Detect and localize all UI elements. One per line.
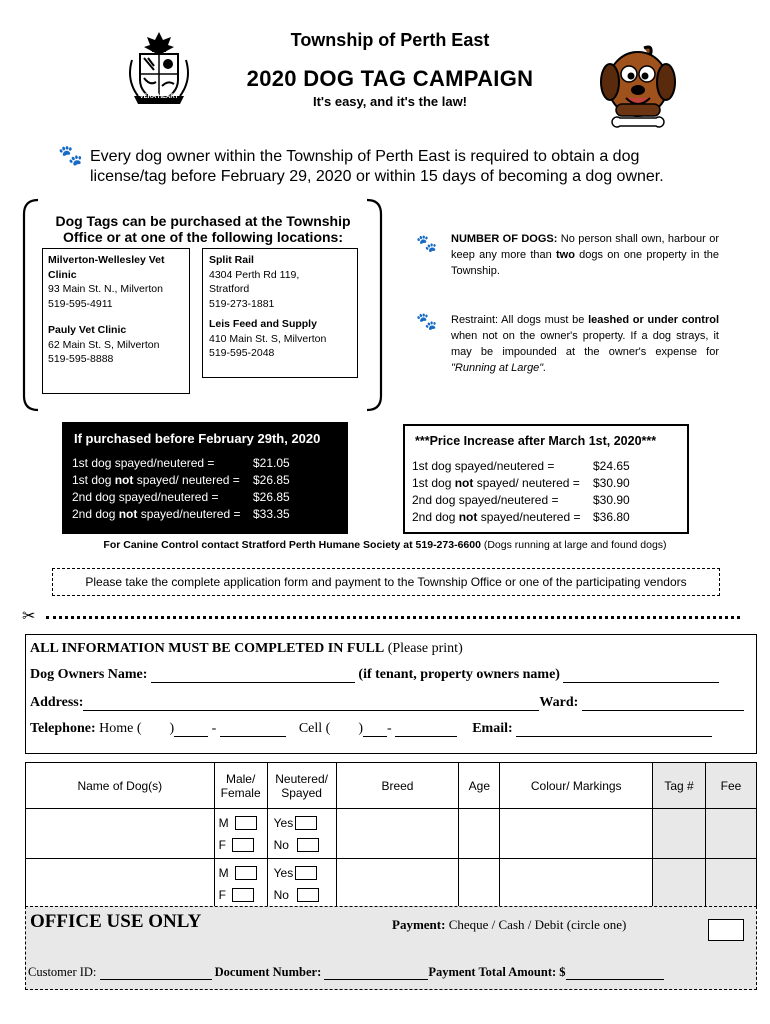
rule-restraint: Restraint: All dogs must be leashed or under control when not on the owner's property. If a dog strays, it may be impounded at the owner's expense for "Running at Large". xyxy=(451,314,719,374)
dog-table xyxy=(25,762,757,909)
application-form xyxy=(25,634,757,754)
fee-cell xyxy=(706,859,757,909)
col-header-tag: Tag # xyxy=(653,763,706,809)
cut-line xyxy=(46,616,740,619)
price-row: 2nd dog not spayed/neutered = $33.35 xyxy=(72,507,290,521)
spayed-option-no[interactable]: No xyxy=(274,884,336,906)
telephone-row: Telephone: Home ( ) - Cell ( ) - Email: xyxy=(30,721,754,737)
checkbox[interactable] xyxy=(295,866,317,880)
sex-cell xyxy=(214,809,267,859)
dog-name-cell[interactable] xyxy=(26,809,215,859)
location-pauly-vet: Pauly Vet Clinic 62 Main St. S, Milverton 519-595-8888 xyxy=(48,324,160,365)
notice-box: Please take the complete application form and payment to the Township Office or one of the participating vendors xyxy=(52,568,720,596)
canine-control-note: For Canine Control contact Stratford Perth Humane Society at 519-273-6600 (Dogs running at large and found dogs) xyxy=(103,539,667,551)
paw-icon: 🐾 xyxy=(416,312,438,331)
breed-cell[interactable] xyxy=(336,809,459,859)
price-row: 2nd dog spayed/neutered = $26.85 xyxy=(72,490,290,504)
home-phone-prefix-field[interactable] xyxy=(174,736,208,737)
age-cell[interactable] xyxy=(459,859,500,909)
sex-option-f[interactable]: F xyxy=(219,884,267,906)
dog-name-cell[interactable] xyxy=(26,859,215,909)
office-use-section xyxy=(25,906,757,990)
col-header-breed: Breed xyxy=(336,763,459,809)
locations-right-box xyxy=(202,248,358,378)
location-split-rail: Split Rail 4304 Perth Rd 119, Stratford 519-273-1881 xyxy=(209,254,300,310)
owner-name-row: Dog Owners Name: (if tenant, property owners name) xyxy=(30,667,750,683)
cartoon-dog-icon xyxy=(598,44,678,134)
location-leis-feed: Leis Feed and Supply 410 Main St. S, Milverton 519-595-2048 xyxy=(209,318,327,359)
price-before-title: If purchased before February 29th, 2020 xyxy=(74,431,321,446)
tag-cell xyxy=(653,859,706,909)
tagline: It's easy, and it's the law! xyxy=(312,94,468,109)
customer-id-field[interactable] xyxy=(100,979,212,980)
address-field[interactable] xyxy=(83,710,539,711)
price-row: 1st dog spayed/neutered = $21.05 xyxy=(72,456,290,470)
price-after-box xyxy=(403,424,689,534)
age-cell[interactable] xyxy=(459,809,500,859)
locations-left-box xyxy=(42,248,190,394)
checkbox[interactable] xyxy=(297,838,319,852)
col-header-sex: Male/ Female xyxy=(214,763,267,809)
cell-phone-prefix-field[interactable] xyxy=(363,736,387,737)
sex-option-m[interactable]: M xyxy=(219,812,267,834)
form-instruction: ALL INFORMATION MUST BE COMPLETED IN FULL (Please print) xyxy=(30,641,463,656)
document-number-field[interactable] xyxy=(324,979,428,980)
spayed-cell xyxy=(267,859,336,909)
office-fields-row: Customer ID: Document Number: Payment Total Amount: $ xyxy=(28,965,752,980)
cell-phone-field[interactable] xyxy=(395,736,457,737)
checkbox[interactable] xyxy=(235,866,257,880)
address-row: Address: Ward: xyxy=(30,695,750,711)
colour-cell[interactable] xyxy=(500,859,653,909)
office-checkbox[interactable] xyxy=(708,919,744,941)
spayed-option-no[interactable]: No xyxy=(274,834,336,856)
payment-method: Payment: Cheque / Cash / Debit (circle one) xyxy=(392,917,627,932)
paw-icon: 🐾 xyxy=(58,145,83,167)
owner-name-field[interactable] xyxy=(151,682,355,683)
table-header-row xyxy=(26,763,757,809)
office-use-title: OFFICE USE ONLY xyxy=(30,911,202,932)
table-row xyxy=(26,809,757,859)
table-row xyxy=(26,859,757,909)
price-row: 2nd dog not spayed/neutered = $36.80 xyxy=(412,510,630,524)
ward-field[interactable] xyxy=(582,710,744,711)
price-before-box xyxy=(62,422,348,534)
intro-text: Every dog owner within the Township of Perth East is required to obtain a dog license/tag before February 29, 2020 or within 15 days of becoming a dog owner. xyxy=(90,148,664,185)
colour-cell[interactable] xyxy=(500,809,653,859)
checkbox[interactable] xyxy=(232,838,254,852)
spayed-cell xyxy=(267,809,336,859)
rule-number-of-dogs: NUMBER OF DOGS: No person shall own, harbour or keep any more than two dogs on one property in the Township. xyxy=(451,233,719,277)
col-header-age: Age xyxy=(459,763,500,809)
township-crest xyxy=(124,30,194,108)
scissors-icon: ✂ xyxy=(22,608,36,625)
property-owner-field[interactable] xyxy=(563,682,719,683)
price-before-rows xyxy=(72,455,348,523)
checkbox[interactable] xyxy=(232,888,254,902)
price-row: 1st dog not spayed/ neutered = $30.90 xyxy=(412,476,630,490)
col-header-fee: Fee xyxy=(706,763,757,809)
locations-heading: Dog Tags can be purchased at the Township Office or at one of the following locations: xyxy=(55,213,351,245)
price-after-title: ***Price Increase after March 1st, 2020*** xyxy=(415,434,657,448)
price-after-rows xyxy=(412,458,688,526)
campaign-title: 2020 DOG TAG CAMPAIGN xyxy=(246,66,534,91)
sex-option-m[interactable]: M xyxy=(219,862,267,884)
checkbox[interactable] xyxy=(295,816,317,830)
sex-cell xyxy=(214,859,267,909)
crest-motto: VERA HEART xyxy=(139,94,179,100)
col-header-spayed: Neutered/ Spayed xyxy=(267,763,336,809)
spayed-option-yes[interactable]: Yes xyxy=(274,862,336,884)
checkbox[interactable] xyxy=(235,816,257,830)
page-title: Township of Perth East xyxy=(290,30,490,50)
price-row: 1st dog spayed/neutered = $24.65 xyxy=(412,459,630,473)
email-field[interactable] xyxy=(516,736,712,737)
spayed-option-yes[interactable]: Yes xyxy=(274,812,336,834)
fee-cell xyxy=(706,809,757,859)
col-header-colour: Colour/ Markings xyxy=(500,763,653,809)
price-row: 2nd dog spayed/neutered = $30.90 xyxy=(412,493,630,507)
checkbox[interactable] xyxy=(297,888,319,902)
breed-cell[interactable] xyxy=(336,859,459,909)
payment-total-field[interactable] xyxy=(566,979,664,980)
paw-icon: 🐾 xyxy=(416,234,438,253)
col-header-name: Name of Dog(s) xyxy=(26,763,215,809)
home-phone-field[interactable] xyxy=(220,736,286,737)
price-row: 1st dog not spayed/ neutered = $26.85 xyxy=(72,473,290,487)
location-milverton-wellesley: Milverton-Wellesley Vet Clinic 93 Main St. N., Milverton 519-595-4911 xyxy=(48,254,165,310)
tag-cell xyxy=(653,809,706,859)
sex-option-f[interactable]: F xyxy=(219,834,267,856)
